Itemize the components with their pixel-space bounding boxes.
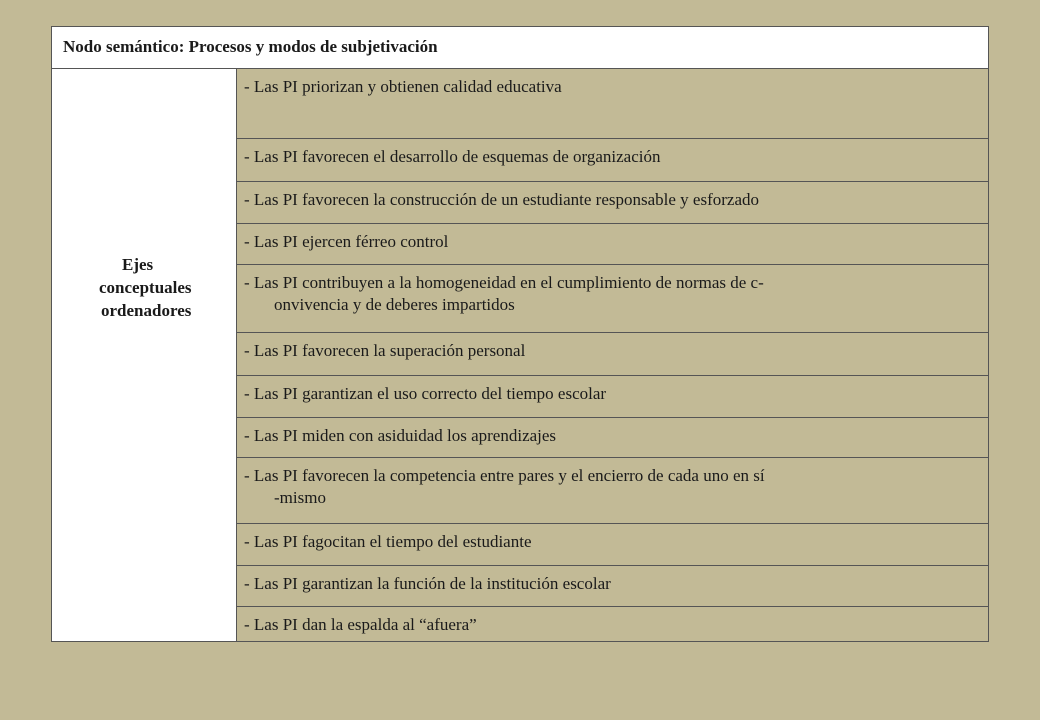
row-text: - Las PI fagocitan el tiempo del estudiante: [244, 532, 532, 551]
row-text: - Las PI favorecen la competencia entre pares y el encierro de cada uno en sí: [244, 466, 765, 485]
left-header-cell: [52, 69, 237, 641]
table-row: [237, 458, 988, 524]
row-text: - Las PI priorizan y obtienen calidad educativa: [244, 77, 562, 96]
table-row: [237, 224, 988, 265]
row-text-continuation: -mismo: [274, 488, 326, 507]
concept-table: [51, 26, 989, 642]
table-row: [237, 376, 988, 418]
table-row: [237, 333, 988, 376]
row-text: - Las PI miden con asiduidad los aprendizajes: [244, 426, 557, 445]
axis-label-line-1: Ejes: [122, 255, 154, 274]
row-text: - Las PI favorecen el desarrollo de esquemas de organización: [244, 147, 661, 166]
table-row: [237, 182, 988, 224]
row-text: - Las PI contribuyen a la homogeneidad en el cumplimiento de normas de c-: [244, 273, 764, 292]
row-text: - Las PI garantizan el uso correcto del tiempo escolar: [244, 384, 607, 403]
row-text: - Las PI garantizan la función de la institución escolar: [244, 574, 611, 593]
row-text: - Las PI favorecen la construcción de un estudiante responsable y esforzado: [244, 190, 759, 209]
row-text: - Las PI dan la espalda al “afuera”: [244, 615, 477, 634]
table-row: [237, 524, 988, 566]
table-row: [237, 566, 988, 607]
statements-column: [237, 69, 988, 641]
row-text: - Las PI ejercen férreo control: [244, 232, 449, 251]
row-text: - Las PI favorecen la superación personal: [244, 341, 526, 360]
table-row: [237, 265, 988, 333]
table-row: [237, 69, 988, 139]
table-row: [237, 418, 988, 458]
row-text-continuation: onvivencia y de deberes impartidos: [274, 295, 515, 314]
table-title: Nodo semántico: Procesos y modos de subjetivación: [52, 27, 988, 69]
table-row: [237, 139, 988, 182]
table-row: [237, 607, 988, 641]
axis-label: [72, 253, 232, 322]
axis-label-line-3: ordenadores: [101, 301, 192, 320]
axis-label-line-2: conceptuales: [99, 278, 192, 297]
